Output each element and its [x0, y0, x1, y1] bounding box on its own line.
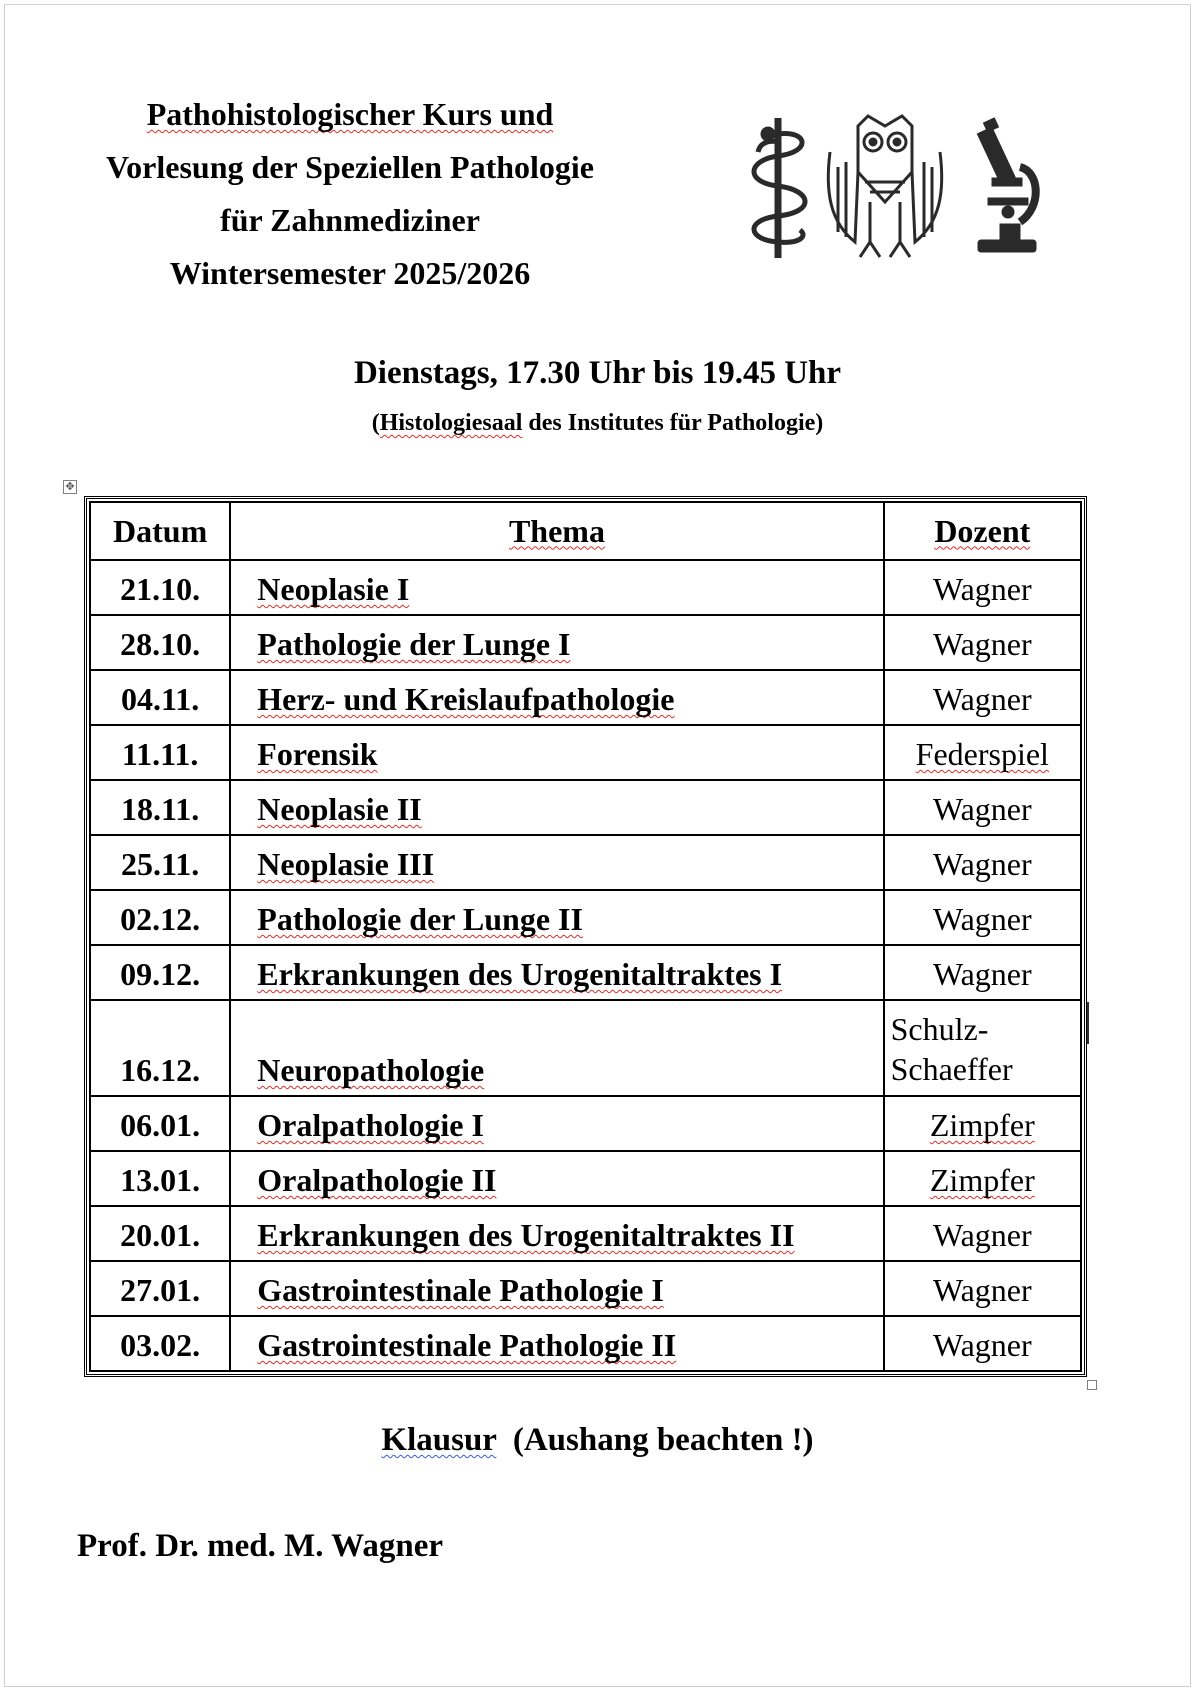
schedule-table [84, 496, 1087, 1377]
row-date: 21.10. [90, 560, 230, 615]
title-line-4: Wintersemester 2025/2026 [169, 255, 531, 291]
row-date: 03.02. [90, 1316, 230, 1371]
microscope-icon [977, 118, 1036, 252]
caduceus-icon [754, 118, 805, 258]
table-resize-handle[interactable] [1087, 1380, 1097, 1390]
row-lecturer: Wagner [884, 1206, 1081, 1261]
header-lecturer: Dozent [884, 502, 1081, 560]
row-lecturer: Zimpfer [884, 1096, 1081, 1151]
row-topic: Neoplasie I [230, 560, 883, 615]
resize-cursor [1087, 1002, 1089, 1044]
table-row [90, 560, 1081, 615]
table-row [90, 1151, 1081, 1206]
schedule-location: (Histologiesaal des Institutes für Pathologie) [371, 410, 824, 436]
row-topic: Gastrointestinale Pathologie I [230, 1261, 883, 1316]
table-row [90, 835, 1081, 890]
table-row [90, 615, 1081, 670]
row-topic: Pathologie der Lunge II [230, 890, 883, 945]
table-row [90, 890, 1081, 945]
row-date: 13.01. [90, 1151, 230, 1206]
table-row [90, 945, 1081, 1000]
table-row [90, 725, 1081, 780]
row-topic: Oralpathologie II [230, 1151, 883, 1206]
title-line-3: für Zahnmediziner [220, 202, 480, 238]
schedule-time: Dienstags, 17.30 Uhr bis 19.45 Uhr [353, 355, 842, 391]
row-date: 20.01. [90, 1206, 230, 1261]
row-topic: Gastrointestinale Pathologie II [230, 1316, 883, 1371]
row-lecturer: Wagner [884, 780, 1081, 835]
row-date: 04.11. [90, 670, 230, 725]
row-lecturer: Schulz- Schaeffer [884, 1000, 1081, 1096]
row-lecturer: Wagner [884, 1261, 1081, 1316]
row-lecturer: Wagner [884, 890, 1081, 945]
row-lecturer: Wagner [884, 670, 1081, 725]
row-topic: Erkrankungen des Urogenitaltraktes I [230, 945, 883, 1000]
table-row [90, 1206, 1081, 1261]
row-date: 27.01. [90, 1261, 230, 1316]
row-topic: Erkrankungen des Urogenitaltraktes II [230, 1206, 883, 1261]
row-date: 02.12. [90, 890, 230, 945]
row-date: 09.12. [90, 945, 230, 1000]
table-header-row [90, 502, 1081, 560]
row-lecturer: Wagner [884, 835, 1081, 890]
title-line-1: Pathohistologischer Kurs und [146, 96, 554, 132]
row-date: 06.01. [90, 1096, 230, 1151]
header-date: Datum [90, 502, 230, 560]
row-topic: Herz- und Kreislaufpathologie [230, 670, 883, 725]
table-row [90, 670, 1081, 725]
row-date: 25.11. [90, 835, 230, 890]
row-date: 11.11. [90, 725, 230, 780]
table-move-handle-icon[interactable]: ✥ [63, 480, 77, 494]
row-topic: Pathologie der Lunge I [230, 615, 883, 670]
row-lecturer: Zimpfer [884, 1151, 1081, 1206]
row-date: 28.10. [90, 615, 230, 670]
row-lecturer: Wagner [884, 615, 1081, 670]
row-date: 16.12. [90, 1000, 230, 1096]
table-row [90, 1000, 1081, 1096]
table-row [90, 1096, 1081, 1151]
logo-group [730, 112, 1060, 262]
table-row [90, 1316, 1081, 1371]
row-topic: Forensik [230, 725, 883, 780]
table-row [90, 780, 1081, 835]
course-title [70, 88, 630, 300]
owl-eagle-icon [828, 116, 941, 257]
row-lecturer: Wagner [884, 945, 1081, 1000]
row-topic: Neuropathologie [230, 1000, 883, 1096]
exam-note: Klausur (Aushang beachten !) [381, 1422, 814, 1458]
row-lecturer: Federspiel [884, 725, 1081, 780]
signature: Prof. Dr. med. M. Wagner [77, 1528, 444, 1564]
table-row [90, 1261, 1081, 1316]
header-topic: Thema [230, 502, 883, 560]
row-topic: Neoplasie II [230, 780, 883, 835]
row-date: 18.11. [90, 780, 230, 835]
title-line-2: Vorlesung der Speziellen Pathologie [106, 149, 594, 185]
row-lecturer: Wagner [884, 1316, 1081, 1371]
row-topic: Oralpathologie I [230, 1096, 883, 1151]
row-topic: Neoplasie III [230, 835, 883, 890]
row-lecturer: Wagner [884, 560, 1081, 615]
